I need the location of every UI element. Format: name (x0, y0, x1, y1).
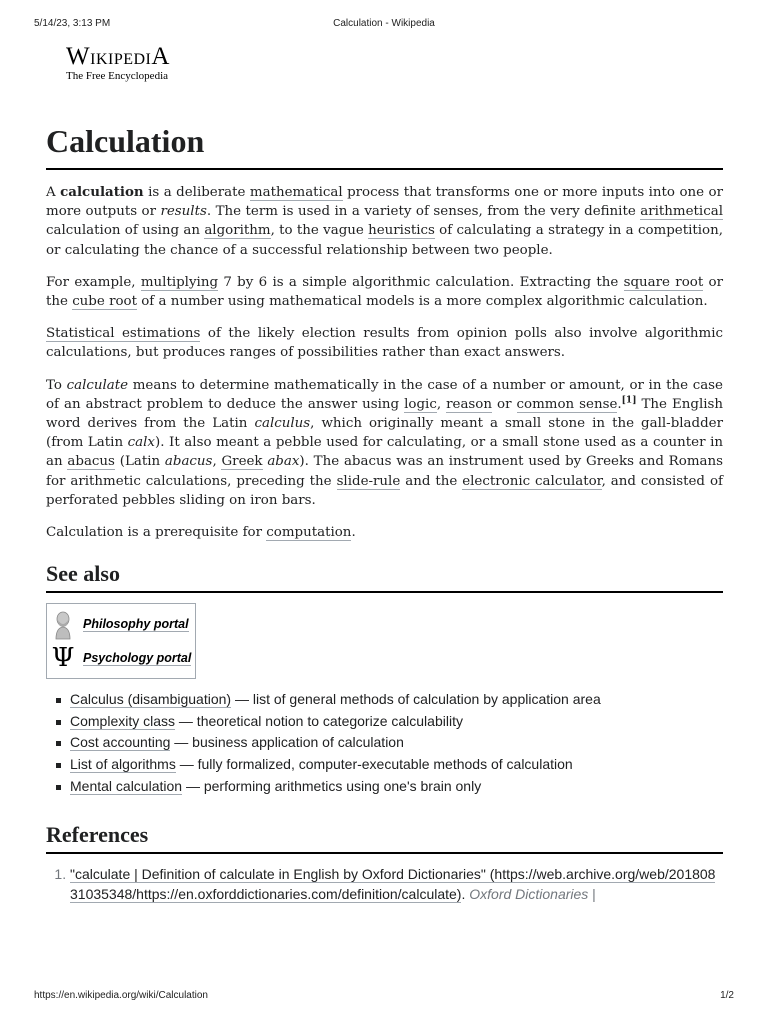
term-bold: calculation (60, 184, 144, 200)
print-date: 5/14/23, 3:13 PM (34, 18, 111, 29)
link-list-of-algorithms[interactable]: List of algorithms (70, 756, 176, 773)
portal-psychology-link[interactable]: Psychology portal (83, 650, 192, 665)
link-mathematical[interactable]: mathematical (249, 185, 343, 200)
link-arithmetical[interactable]: arithmetical (640, 204, 723, 220)
philosopher-bust-icon (51, 610, 75, 638)
link-multiplying[interactable]: multiplying (140, 274, 219, 290)
list-item: Calculus (disambiguation) — list of general methods of calculation by application area (56, 689, 723, 711)
link-complexity-class[interactable]: Complexity class (70, 712, 176, 729)
logo-wordmark-body: ikipedi (90, 44, 152, 69)
portal-psychology[interactable] (51, 641, 191, 675)
list-item: Cost accounting — business application of calculation (56, 732, 723, 754)
link-logic[interactable]: logic (404, 396, 437, 412)
link-common-sense[interactable]: common sense (516, 396, 618, 412)
see-also-list (46, 689, 723, 797)
references-heading: References (46, 821, 723, 854)
references-list (46, 864, 723, 904)
portal-box (46, 603, 196, 679)
wikipedia-logo[interactable] (66, 44, 170, 82)
link-square-root[interactable]: square root (623, 274, 704, 290)
reference-publisher: Oxford Dictionaries (469, 886, 589, 903)
link-computation[interactable]: computation (266, 525, 352, 541)
link-reason[interactable]: reason (446, 396, 492, 412)
link-algorithm[interactable]: algorithm (204, 223, 271, 239)
link-calculus-disambiguation[interactable]: Calculus (disambiguation) (70, 691, 232, 708)
link-cube-root[interactable]: cube root (72, 294, 137, 310)
link-statistical-estimations[interactable]: Statistical estimations (46, 326, 201, 342)
paragraph-etymology: To calculate means to determine mathematically in the case of a number or amount, or in the case of an abstract problem to deduce the answer using logic, reason or common sense.[1] The English word derives from the Latin calculus, which originally meant a small stone in the gall-bladder (from Latin calx). It also meant a pebble used for calculating, or a small stone used as a counter in an abacus (Latin abacus, Greek abax). The abacus was an instrument used by Greeks and Romans for arithmetic calculations, preceding the slide-rule and the electronic calculator, and consisted of perforated pebbles sliding on iron bars. (46, 377, 724, 508)
paragraph-intro: A calculation is a deliberate mathematical process that transforms one or more inputs into one or more outputs or results. The term is used in a variety of senses, from the very definite arithmetical calculation of using an algorithm, to the vague heuristics of calculating a strategy in a competition, or calculating the chance of a successful relationship between two people. (46, 184, 723, 258)
print-footer (34, 990, 734, 1004)
print-title: Calculation - Wikipedia (333, 18, 435, 29)
link-electronic-calculator[interactable]: electronic calculator (462, 473, 602, 489)
portal-philosophy[interactable] (51, 607, 191, 641)
link-greek[interactable]: Greek (221, 454, 263, 470)
link-mental-calculation[interactable]: Mental calculation (70, 777, 183, 794)
page-title: Calculation (46, 120, 723, 170)
list-item: Complexity class — theoretical notion to categorize calculability (56, 711, 723, 733)
link-cost-accounting[interactable]: Cost accounting (70, 734, 171, 751)
portal-philosophy-link[interactable]: Philosophy portal (83, 616, 189, 631)
reference-link[interactable]: "calculate | Definition of calculate in English by Oxford Dictionaries" (https://web.archive.org/web/20180831035348/https://en.oxforddictionaries.com/definition/calculate) (70, 866, 716, 903)
link-slide-rule[interactable]: slide-rule (336, 473, 401, 489)
paragraph-statistical: Statistical estimations of the likely election results from opinion polls also involve algorithmic calculations, but produces ranges of possibilities rather than exact answers. (46, 326, 723, 361)
article-body (46, 183, 723, 542)
print-page-number: 1/2 (720, 990, 734, 1001)
list-item: Mental calculation — performing arithmetics using one's brain only (56, 776, 723, 798)
logo-wordmark: WikipediA (66, 43, 170, 70)
reference-item: 1. "calculate | Definition of calculate in English by Oxford Dictionaries" (https://web.archive.org/web/20180831035348/https://en.oxforddictionaries.com/definition/calculate). Oxford Dictionaries | (70, 864, 723, 904)
reference-marker[interactable]: [1] (621, 395, 637, 406)
article-content (46, 120, 723, 904)
link-abacus[interactable]: abacus (67, 454, 115, 470)
print-url: https://en.wikipedia.org/wiki/Calculation (34, 990, 208, 1001)
list-item: List of algorithms — fully formalized, computer-executable methods of calculation (56, 754, 723, 776)
see-also-heading: See also (46, 560, 723, 593)
paragraph-example: For example, multiplying 7 by 6 is a simple algorithmic calculation. Extracting the square root or the cube root of a number using mathematical models is a more complex algorithmic calculation. (46, 274, 723, 310)
link-heuristics[interactable]: heuristics (368, 223, 435, 239)
psi-icon: Ψ (51, 643, 75, 674)
logo-tagline: The Free Encyclopedia (66, 70, 169, 82)
paragraph-computation: Calculation is a prerequisite for computation. (46, 525, 356, 541)
print-header (34, 18, 734, 32)
